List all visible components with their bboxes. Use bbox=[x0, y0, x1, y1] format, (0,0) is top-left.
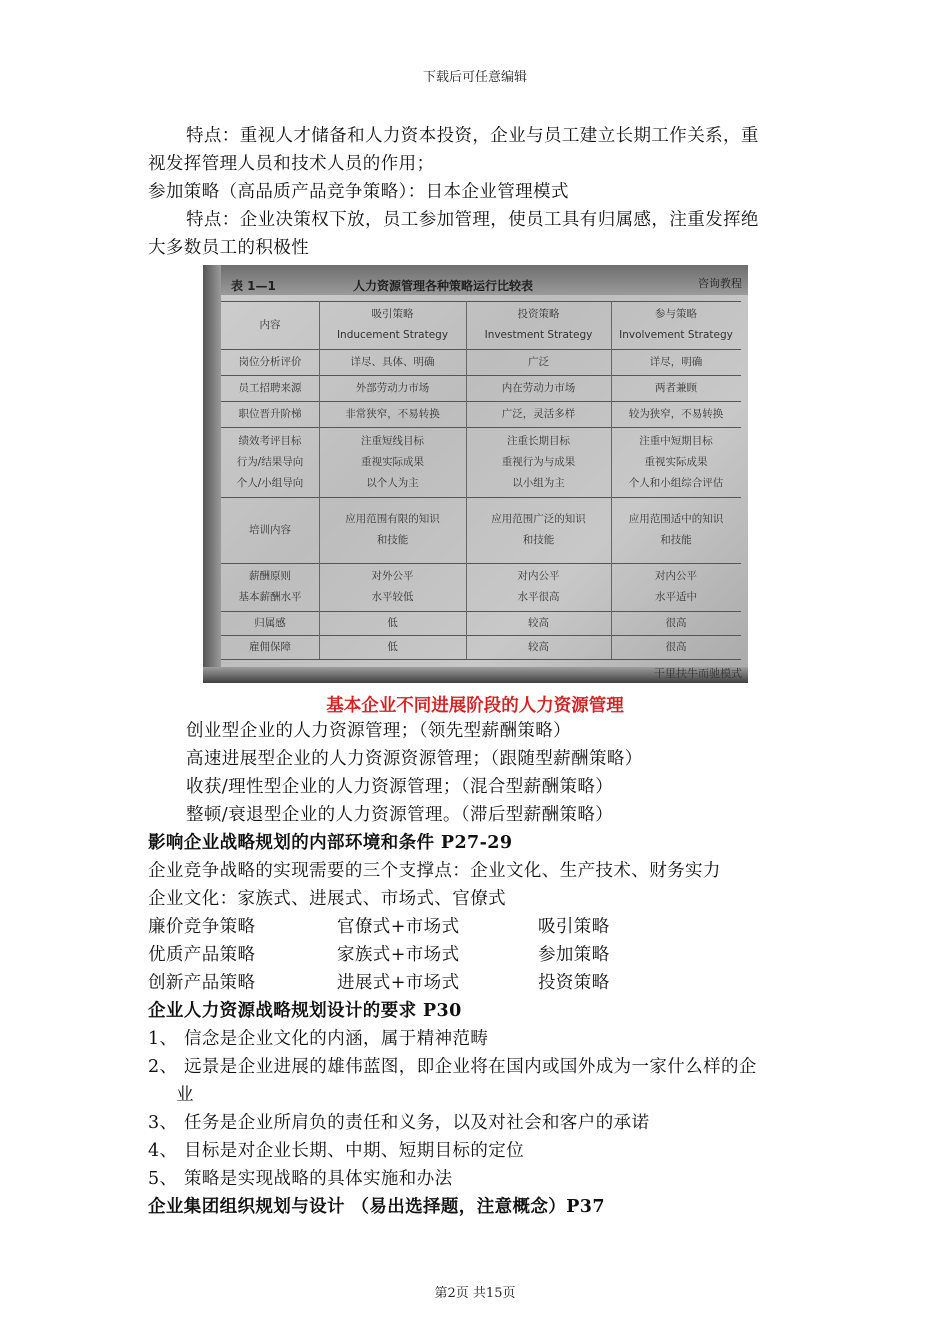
table-cell: 外部劳动力市场 bbox=[355, 381, 430, 394]
table-cell: 两者兼顾 bbox=[655, 381, 697, 394]
strategy-cell: 参加策略 bbox=[538, 945, 610, 965]
table-header-cell: Inducement Strategy bbox=[336, 329, 449, 341]
table-rule bbox=[221, 301, 741, 302]
stage-item: 创业型企业的人力资源管理；（领先型薪酬策略） bbox=[186, 721, 572, 741]
table-header-cell: 吸引策略 bbox=[371, 308, 414, 320]
table-header-cell: Involvement Strategy bbox=[619, 329, 733, 341]
table-row-label: 个人/小组导向 bbox=[236, 476, 304, 489]
table-cell: 应用范围有限的知识 bbox=[345, 513, 440, 525]
table-row-label: 行为/结果导向 bbox=[236, 455, 304, 468]
table-cell: 很高 bbox=[665, 616, 687, 629]
intro-line: 大多数员工的积极性 bbox=[148, 238, 310, 258]
table-cell: 对内公平 bbox=[655, 570, 697, 582]
table-row-label: 职位晋升阶梯 bbox=[238, 407, 302, 420]
table-row-label: 培训内容 bbox=[249, 523, 291, 536]
table-rule bbox=[221, 427, 741, 428]
table-rule bbox=[221, 401, 741, 402]
strategy-row bbox=[148, 969, 808, 997]
table-cell: 重视实际成果 bbox=[644, 455, 708, 468]
page-footer: 第2页 共15页 bbox=[434, 1286, 516, 1301]
list-text: 信念是企业文化的内涵，属于精神范畴 bbox=[184, 1029, 489, 1049]
list-text: 目标是对企业长期、中期、短期目标的定位 bbox=[184, 1141, 525, 1161]
list-text: 策略是实现战略的具体实施和办法 bbox=[184, 1169, 453, 1189]
section-heading: 影响企业战略规划的内部环境和条件 P27-29 bbox=[148, 833, 513, 853]
strategy-cell: 廉价竞争策略 bbox=[148, 917, 256, 937]
table-label: 表 1—1 bbox=[231, 279, 276, 293]
strategy-row bbox=[148, 941, 808, 969]
table-header-cell: 参与策略 bbox=[655, 308, 697, 320]
table-rule bbox=[221, 497, 741, 498]
strategy-cell: 家族式+市场式 bbox=[337, 945, 460, 965]
strategy-row bbox=[148, 913, 808, 941]
table-rule bbox=[221, 659, 741, 660]
table-cell: 较为狭窄，不易转换 bbox=[628, 407, 724, 420]
table-cell: 广泛，灵活多样 bbox=[501, 407, 576, 420]
requirement-item bbox=[148, 1025, 488, 1053]
strategy-cell: 官僚式+市场式 bbox=[337, 917, 460, 937]
table-row-label: 员工招聘来源 bbox=[238, 381, 302, 394]
strategy-cell: 优质产品策略 bbox=[148, 945, 256, 965]
list-text: 远景是企业进展的雄伟蓝图，即企业将在国内或国外成为一家什么样的企 bbox=[184, 1057, 757, 1077]
table-row-label: 薪酬原则 bbox=[249, 570, 291, 582]
section-title-red: 基本企业不同进展阶段的人力资源管理 bbox=[326, 696, 624, 716]
strategy-cell: 创新产品策略 bbox=[148, 973, 256, 993]
table-cell: 详尽，明确 bbox=[649, 355, 703, 368]
table-header-cell: 投资策略 bbox=[517, 308, 560, 320]
table-header-cell: 内容 bbox=[259, 318, 281, 331]
body-line: 企业竞争战略的实现需要的三个支撑点：企业文化、生产技术、财务实力 bbox=[148, 861, 721, 881]
table-cell: 重视行为与成果 bbox=[501, 455, 576, 468]
table-rule bbox=[221, 349, 741, 350]
requirement-item bbox=[148, 1053, 757, 1081]
intro-line: 视发挥管理人员和技术人员的作用； bbox=[148, 154, 435, 174]
list-number: 3、 bbox=[148, 1113, 178, 1133]
comparison-table bbox=[221, 301, 741, 659]
intro-line: 参加策略（高品质产品竞争策略）：日本企业管理模式 bbox=[148, 182, 569, 202]
table-cell: 以个人为主 bbox=[366, 476, 419, 489]
strategy-cell: 吸引策略 bbox=[538, 917, 610, 937]
list-number: 1、 bbox=[148, 1029, 178, 1049]
stage-item: 整顿/衰退型企业的人力资源管理。（滞后型薪酬策略） bbox=[186, 805, 614, 825]
list-text: 任务是企业所肩负的责任和义务，以及对社会和客户的承诺 bbox=[184, 1113, 650, 1133]
table-cell: 应用范围适中的知识 bbox=[628, 513, 724, 525]
table-cell: 和技能 bbox=[376, 534, 409, 546]
list-continuation: 业 bbox=[176, 1085, 194, 1105]
table-cell: 重视实际成果 bbox=[361, 455, 424, 468]
table-row-label: 归属感 bbox=[254, 616, 286, 629]
table-cell: 低 bbox=[387, 616, 398, 629]
table-cell: 内在劳动力市场 bbox=[501, 381, 576, 394]
table-cell: 低 bbox=[387, 640, 398, 653]
stage-item: 收获/理性型企业的人力资源管理；（混合型薪酬策略） bbox=[186, 777, 614, 797]
table-row-label: 雇佣保障 bbox=[249, 640, 291, 653]
table-photo bbox=[203, 265, 748, 683]
table-cell: 注重中短期目标 bbox=[639, 434, 713, 447]
table-cell: 对外公平 bbox=[371, 570, 414, 582]
list-number: 2、 bbox=[148, 1057, 178, 1077]
intro-line: 特点：企业决策权下放，员工参加管理，使员工具有归属感，注重发挥绝 bbox=[186, 210, 759, 230]
page-header: 下载后可任意编辑 bbox=[422, 70, 527, 85]
table-cell: 较高 bbox=[528, 640, 549, 653]
table-cell: 非常狭窄，不易转换 bbox=[345, 407, 440, 420]
table-row-label: 岗位分析评价 bbox=[238, 355, 302, 368]
strategy-cell: 进展式+市场式 bbox=[337, 973, 460, 993]
section-heading: 企业人力资源战略规划设计的要求 P30 bbox=[148, 1001, 462, 1021]
table-cell: 很高 bbox=[665, 640, 687, 653]
table-cell: 个人和小组综合评估 bbox=[628, 476, 724, 489]
table-cell: 水平较低 bbox=[371, 591, 414, 603]
table-cell: 和技能 bbox=[522, 534, 555, 546]
table-cell: 水平适中 bbox=[655, 591, 697, 603]
table-row-label: 基本薪酬水平 bbox=[238, 591, 302, 603]
table-title: 人力资源管理各种策略运行比较表 bbox=[353, 279, 534, 293]
table-cell: 注重短线目标 bbox=[361, 434, 424, 447]
body-line: 企业文化：家族式、进展式、市场式、官僚式 bbox=[148, 889, 506, 909]
table-cell: 和技能 bbox=[660, 534, 692, 546]
stage-item: 高速进展型企业的人力资源资源管理；（跟随型薪酬策略） bbox=[186, 749, 643, 769]
table-cell: 对内公平 bbox=[517, 570, 560, 582]
table-cell: 以小组为主 bbox=[512, 476, 565, 489]
table-rule bbox=[221, 375, 741, 376]
table-cell: 广泛 bbox=[528, 355, 549, 368]
strategy-cell: 投资策略 bbox=[538, 973, 610, 993]
list-number: 5、 bbox=[148, 1169, 178, 1189]
table-row-label: 绩效考评目标 bbox=[238, 434, 302, 447]
table-cell: 应用范围广泛的知识 bbox=[491, 513, 586, 525]
section-heading: 企业集团组织规划与设计 （易出选择题，注意概念）P37 bbox=[148, 1197, 605, 1217]
table-corner-text: 干里扶牛而驰模式 bbox=[654, 667, 742, 680]
table-header-cell: Investment Strategy bbox=[484, 329, 593, 341]
table-corner-text: 咨询教程 bbox=[698, 277, 742, 290]
requirement-item bbox=[148, 1137, 524, 1165]
intro-line: 特点：重视人才储备和人力资本投资，企业与员工建立长期工作关系，重 bbox=[186, 126, 759, 146]
table-rule bbox=[221, 563, 741, 564]
list-number: 4、 bbox=[148, 1141, 178, 1161]
table-cell: 注重长期目标 bbox=[507, 434, 570, 447]
requirement-item bbox=[148, 1165, 453, 1193]
table-cell: 详尽、具体、明确 bbox=[350, 355, 435, 368]
requirement-item bbox=[148, 1109, 649, 1137]
table-cell: 水平很高 bbox=[517, 591, 560, 603]
table-cell: 较高 bbox=[528, 616, 549, 629]
